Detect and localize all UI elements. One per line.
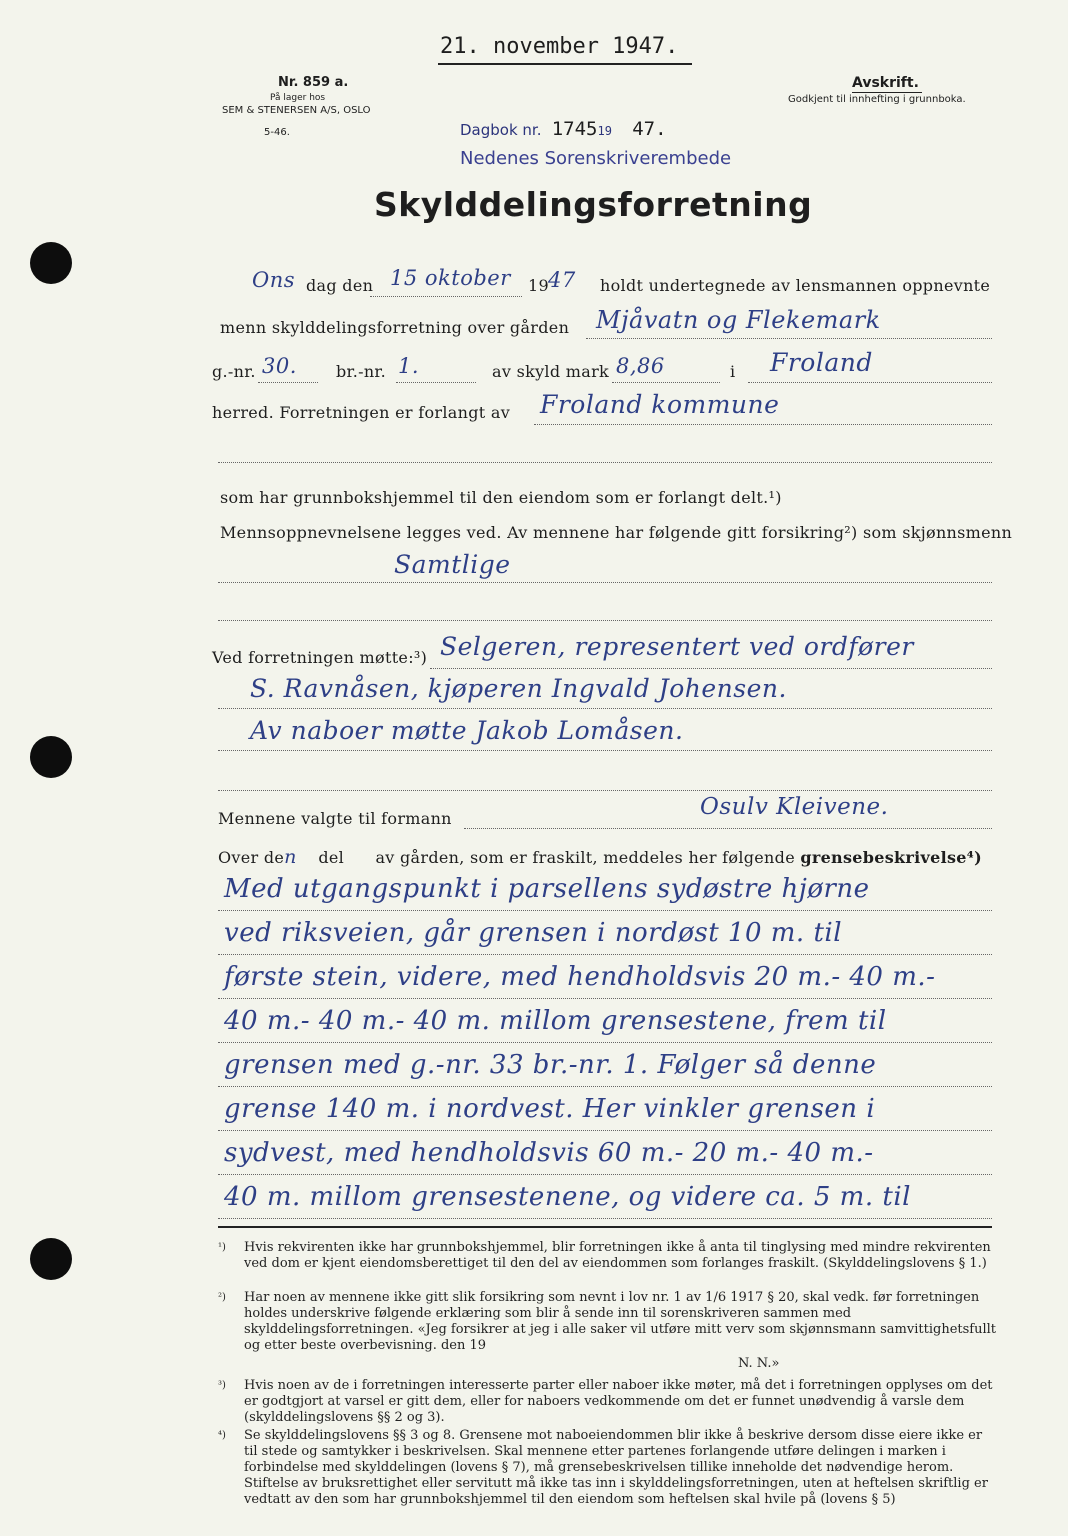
gnr-value: 30. [262, 354, 297, 378]
gnr-line [258, 382, 318, 383]
desc-rule-3 [218, 998, 992, 999]
formann-label: Mennene valgte til formann [218, 809, 452, 828]
menn-text: menn skylddelingsforretning over gården [220, 318, 570, 337]
farm-field-line [586, 338, 992, 339]
formann-line [464, 828, 992, 829]
mote-line3: Av naboer møtte Jakob Lomåsen. [250, 716, 684, 745]
menn-oppnevnelse-text: Mennsoppnevnelsene legges ved. Av mennene har følgende gitt forsikring²) som skjønnsmenn [220, 523, 1013, 542]
description-line-5: grensen med g.-nr. 33 br.-nr. 1. Følger så denne [224, 1050, 877, 1080]
description-line-6: grense 140 m. i nordvest. Her vinkler grensen i [224, 1094, 876, 1124]
del-label: del [318, 848, 345, 867]
municipality-handwritten: Froland [770, 348, 873, 377]
samtlige-handwritten: Samtlige [394, 550, 511, 579]
desc-rule-4 [218, 1042, 992, 1043]
punch-hole-top [30, 242, 72, 284]
desc-rule-6 [218, 1130, 992, 1131]
formann-value: Osulv Kleivene. [700, 794, 889, 820]
mote-line1: Selgeren, representert ved ordfører [440, 632, 914, 661]
over-den-label [218, 846, 982, 868]
date-field-line [370, 296, 522, 297]
dagbok-year: 47. [632, 118, 667, 140]
brnr-line [396, 382, 476, 383]
day-handwritten: Ons [252, 268, 296, 292]
footnote-4-mark: ⁴) [218, 1430, 226, 1441]
footnote-2-mark: ²) [218, 1292, 226, 1303]
dagbok-number: 1745 [551, 118, 598, 140]
description-line-7: sydvest, med hendholdsvis 60 m.- 20 m.- 40 m.- [224, 1138, 874, 1168]
copy-label: Avskrift. [852, 75, 919, 91]
punch-hole-middle [30, 736, 72, 778]
date-handwritten: 15 oktober [390, 266, 511, 290]
description-line-8: 40 m. millom grensestenene, og videre ca. 5 m. til [224, 1182, 911, 1212]
farm-handwritten: Mjåvatn og Flekemark [596, 306, 881, 334]
year-printed: 19 [528, 276, 549, 295]
footnote-1-mark: ¹) [218, 1242, 226, 1253]
footnote-nn-text: N. N.» [738, 1356, 780, 1371]
over-den-text: Over de [218, 848, 285, 867]
dag-den-label: dag den [306, 276, 374, 295]
footnote-1-text: Hvis rekvirenten ikke har grunnbokshjemmel, blir forretningen ikke å anta til tinglysing med mindre rekvirenten ved dom er kjent eiendomsberettiget til den del av eiendommen som forlanges fraskilt. (Skylddelingslovens § 1.) [244, 1240, 991, 1271]
footnote-3-mark: ³) [218, 1380, 226, 1391]
office-stamp: Nedenes Sorenskriverembede [460, 148, 732, 169]
description-line-1: Med utgangspunkt i parsellens sydøstre hjørne [224, 874, 870, 904]
blank-line [218, 462, 992, 463]
dagbok-sep: 19 [597, 124, 612, 138]
skyld-line [612, 382, 720, 383]
municipality-line [748, 382, 992, 383]
footnote-3-text: Hvis noen av de i forretningen interesserte parter eller naboer ikke møter, må det i forretningen opplyses om det er godtgjort at varsel er gitt dem, eller for naboers vedkommende om det er funnet unødvendig å varsle dem (skylddelingslovens §§ 2 og 3). [244, 1378, 993, 1425]
skyld-value: 8,86 [616, 354, 665, 378]
punch-hole-bottom [30, 1238, 72, 1280]
copy-subtitle: Godkjent til innhefting i grunnboka. [788, 94, 966, 105]
copy-label-underline [852, 92, 922, 93]
publisher-line1: På lager hos [270, 93, 326, 103]
year-handwritten: 47 [548, 268, 576, 292]
date-line: 21. november 1947. [440, 34, 679, 59]
brnr-label: br.-nr. [336, 362, 387, 381]
footnote-nn [218, 1356, 998, 1372]
desc-rule-5 [218, 1086, 992, 1087]
footnote-2 [218, 1290, 998, 1354]
publisher-line3: 5-46. [264, 127, 290, 138]
blank-line-2 [218, 620, 992, 621]
date-underline [438, 63, 692, 65]
desc-rule-7 [218, 1174, 992, 1175]
grense-label: grensebeskrivelse⁴) [800, 848, 982, 867]
dagbok-stamp [460, 118, 667, 140]
skyld-label: av skyld mark [492, 362, 610, 381]
description-line-3: første stein, videre, med hendholdsvis 20 m.- 40 m.- [224, 962, 936, 992]
dagbok-prefix: Dagbok nr. [460, 121, 542, 139]
footnote-1 [218, 1240, 998, 1272]
over-n-handwritten: n [284, 846, 297, 868]
description-line-2: ved riksveien, går grensen i nordøst 10 m. til [224, 918, 843, 948]
i-label: i [730, 362, 736, 381]
mote-line2: S. Ravnåsen, kjøperen Ingvald Johensen. [250, 674, 787, 703]
page-title: Skylddelingsforretning [374, 185, 813, 224]
publisher-line2: SEM & STENERSEN A/S, OSLO [222, 105, 371, 116]
requester-line [534, 424, 992, 425]
mote-rule3 [218, 750, 992, 751]
footnote-3 [218, 1378, 998, 1426]
samtlige-line [218, 582, 992, 583]
requester-handwritten: Froland kommune [540, 390, 780, 419]
desc-rule-2 [218, 954, 992, 955]
footnote-4-text: Se skylddelingslovens §§ 3 og 8. Grensene mot naboeiendommen blir ikke å beskrive dersom disse eiere ikke er til stede og samtykker i beskrivelsen. Skal mennene etter partenes forlangende utføre delingen i marken i forbindelse med skylddelingen (lovens § 7), må grensebeskrivelsen tillike inneholde det nødvendige herom. Stiftelse av bruksrettighet eller servitutt må ikke tas inn i skylddelingsforretningen, uten at heftelsen skriftlig er vedtatt av den som har grunnbokshjemmel til den eiendom som heftelsen skal hvile på (lovens § 5) [244, 1428, 988, 1507]
footnote-2-text: Har noen av mennene ikke gitt slik forsikring som nevnt i lov nr. 1 av 1/6 1917 § 20, skal vedk. før forretningen holdes underskrive følgende erklæring som blir å sende inn til sorenskriveren sammen med skylddelingsforretningen. «Jeg forsikrer at jeg i alle saker vil utføre mitt verv som skjønnsmann samvittighetsfullt og etter beste overbevisning. den 19 [244, 1290, 997, 1353]
mote-rule2 [218, 708, 992, 709]
mote-rule4 [218, 790, 992, 791]
grunnbok-text: som har grunnbokshjemmel til den eiendom som er forlangt delt.¹) [220, 488, 782, 507]
gnr-label: g.-nr. [212, 362, 256, 381]
desc-rule-1 [218, 910, 992, 911]
mote-rule1 [430, 668, 992, 669]
description-line-4: 40 m.- 40 m.- 40 m. millom grensestene, frem til [224, 1006, 887, 1036]
footnote-separator [218, 1226, 992, 1228]
form-number: Nr. 859 a. [278, 75, 349, 90]
footnote-4 [218, 1428, 998, 1508]
brnr-value: 1. [398, 354, 420, 378]
herred-text: herred. Forretningen er forlangt av [212, 403, 511, 422]
held-text: holdt undertegnede av lensmannen oppnevnte [600, 276, 991, 295]
desc-rule-8 [218, 1218, 992, 1219]
mote-label: Ved forretningen møtte:³) [212, 648, 428, 667]
gaarden-text: av gården, som er fraskilt, meddeles her følgende [375, 848, 795, 867]
